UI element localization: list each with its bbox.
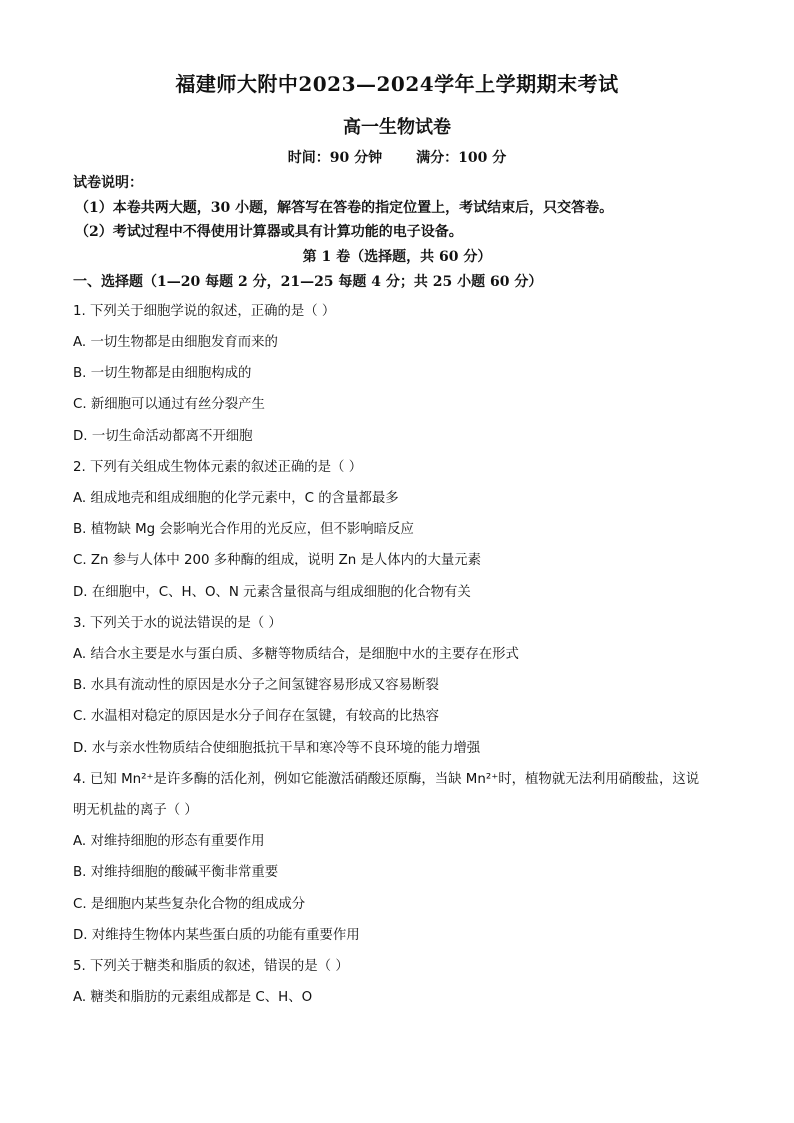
exam-time: 时间：90 分钟 xyxy=(287,150,383,166)
question-stem: 4. 已知 Mn²⁺是许多酶的活化剂，例如它能激活硝酸还原酶，当缺 Mn²⁺时，植物就无法利用硝酸盐，这说 xyxy=(73,772,700,787)
question-option: C. 新细胞可以通过有丝分裂产生 xyxy=(73,397,265,412)
question-stem: 2. 下列有关组成生物体元素的叙述正确的是（ ） xyxy=(73,460,363,475)
instruction-item: （1）本卷共两大题，30 小题，解答写在答卷的指定位置上，考试结束后，只交答卷。 xyxy=(75,200,614,216)
exam-title: 福建师大附中2023—2024学年上学期期末考试 xyxy=(175,72,619,96)
question-option: B. 水具有流动性的原因是水分子之间氢键容易形成又容易断裂 xyxy=(73,678,439,693)
question-stem-continued: 明无机盐的离子（ ） xyxy=(73,803,198,818)
question-option: A. 结合水主要是水与蛋白质、多糖等物质结合，是细胞中水的主要存在形式 xyxy=(73,647,519,662)
question-option: A. 糖类和脂肪的元素组成都是 C、H、O xyxy=(73,990,313,1005)
exam-subtitle: 高一生物试卷 xyxy=(343,117,451,138)
question-stem: 5. 下列关于糖类和脂质的叙述，错误的是（ ） xyxy=(73,959,349,974)
part-title: 第 1 卷（选择题，共 60 分） xyxy=(302,249,492,265)
exam-meta xyxy=(0,147,794,167)
question-option: D. 一切生命活动都离不开细胞 xyxy=(73,429,253,444)
question-stem: 3. 下列关于水的说法错误的是（ ） xyxy=(73,616,282,631)
exam-score: 满分：100 分 xyxy=(416,150,507,166)
question-option: A. 一切生物都是由细胞发育而来的 xyxy=(73,335,278,350)
question-option: D. 对维持生物体内某些蛋白质的功能有重要作用 xyxy=(73,928,360,943)
question-option: C. 水温相对稳定的原因是水分子间存在氢键，有较高的比热容 xyxy=(73,709,440,724)
section-heading: 一、选择题（1—20 每题 2 分，21—25 每题 4 分；共 25 小题 60 分） xyxy=(73,274,543,290)
instructions-heading: 试卷说明： xyxy=(73,175,143,191)
question-option: A. 对维持细胞的形态有重要作用 xyxy=(73,834,265,849)
question-option: B. 对维持细胞的酸碱平衡非常重要 xyxy=(73,865,279,880)
question-option: B. 植物缺 Mg 会影响光合作用的光反应，但不影响暗反应 xyxy=(73,522,414,537)
instruction-item: （2）考试过程中不得使用计算器或具有计算功能的电子设备。 xyxy=(75,224,463,240)
question-option: C. Zn 参与人体中 200 多种酶的组成，说明 Zn 是人体内的大量元素 xyxy=(73,553,482,568)
question-option: B. 一切生物都是由细胞构成的 xyxy=(73,366,252,381)
question-option: C. 是细胞内某些复杂化合物的组成成分 xyxy=(73,897,306,912)
question-option: A. 组成地壳和组成细胞的化学元素中，C 的含量都最多 xyxy=(73,491,399,506)
question-option: D. 水与亲水性物质结合使细胞抵抗干旱和寒冷等不良环境的能力增强 xyxy=(73,741,481,756)
question-stem: 1. 下列关于细胞学说的叙述，正确的是（ ） xyxy=(73,304,336,319)
question-option: D. 在细胞中，C、H、O、N 元素含量很高与组成细胞的化合物有关 xyxy=(73,585,471,600)
